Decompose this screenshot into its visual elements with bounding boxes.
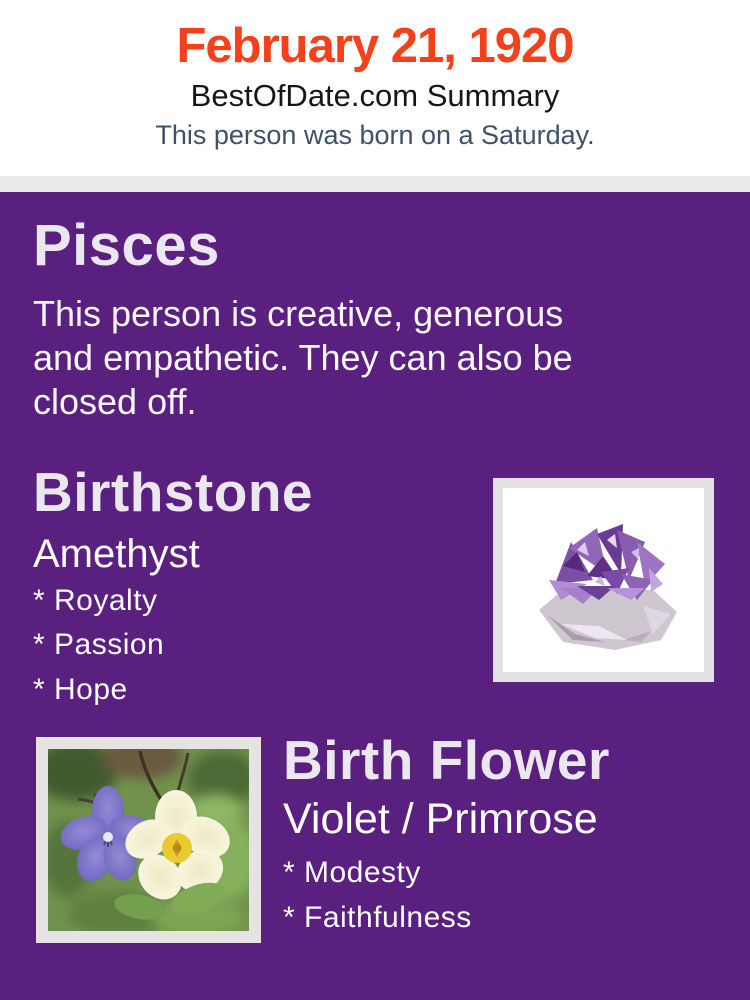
amethyst-photo (493, 478, 714, 682)
birth-flower-title: Birth Flower (283, 729, 610, 791)
birth-flower-name: Violet / Primrose (283, 795, 598, 843)
birthstone-title: Birthstone (33, 461, 313, 523)
birthstone-trait-hope: * Hope (33, 673, 128, 706)
birth-flower-trait-faithfulness: * Faithfulness (283, 901, 472, 934)
summary-section (0, 192, 750, 1000)
zodiac-description-line: This person is creative, generous (33, 293, 564, 334)
born-day-note: This person was born on a Saturday. (155, 119, 595, 150)
zodiac-description-line: closed off. (33, 381, 197, 422)
birth-flower-trait-modesty: * Modesty (283, 856, 421, 889)
divider-strip (0, 176, 750, 192)
zodiac-description (33, 292, 733, 424)
birthstone-trait-passion: * Passion (33, 628, 165, 661)
zodiac-description-line: and empathetic. They can also be (33, 337, 573, 378)
amethyst-illustration (503, 488, 704, 672)
birth-flower-illustration (48, 749, 249, 931)
site-summary-title: BestOfDate.com Summary (190, 77, 560, 113)
birth-flower-photo (36, 737, 261, 943)
birthstone-name: Amethyst (33, 532, 200, 576)
page-title-date: February 21, 1920 (176, 19, 574, 73)
header (0, 0, 750, 176)
zodiac-sign-title: Pisces (33, 213, 220, 278)
birthstone-trait-royalty: * Royalty (33, 584, 158, 617)
